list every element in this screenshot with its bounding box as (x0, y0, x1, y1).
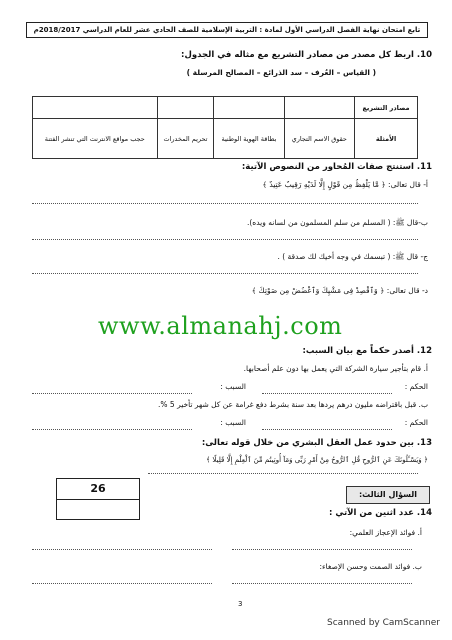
reason-label: السبب : (220, 382, 246, 391)
answer-line[interactable] (32, 582, 212, 584)
q11-b: ب-قال ﷺ: ( المسلم من سلم المسلمون من لسانه ويده). (247, 218, 428, 227)
judgment-answer-line[interactable] (262, 392, 392, 394)
watermark-text: www.almanahj.com (98, 312, 343, 340)
answer-line[interactable] (32, 272, 418, 274)
reason-answer-line[interactable] (32, 428, 192, 430)
score-value: 26 (90, 482, 106, 495)
q12-title: 12. أصدر حكماً مع بيان السبب: (302, 346, 432, 356)
section-three-label: السؤال الثالث: (346, 486, 430, 504)
example-cell: بطاقة الهوية الوطنية (214, 119, 284, 159)
answer-line[interactable] (148, 472, 418, 474)
q13-title: 13. بين حدود عمل العقل البشري من خلال قوله تعالى: (201, 438, 432, 448)
answer-line[interactable] (32, 548, 212, 550)
q14-a: أ. فوائد الإعجاز العلمي: (349, 528, 422, 537)
q12-b: ب. قبل باقتراضه مليون درهم يردها بعد سنة بشرط دفع غرامة عن كل شهر تأخير 5 %. (158, 400, 428, 409)
q11-c: ج- قال ﷺ: ( تبسمك في وجه أخيك لك صدقة ) . (277, 252, 428, 261)
example-cell: تحريم المخدرات (157, 119, 214, 159)
q10-title: 10. اربط كل مصدر من مصادر التشريع مع مثاله في الجدول: (181, 50, 432, 60)
source-cell-2 (214, 97, 284, 119)
answer-line[interactable] (32, 202, 418, 204)
page-number: 3 (238, 600, 243, 608)
q14-title: 14. عدد اثنين من الآتي : (329, 508, 432, 518)
answer-line[interactable] (32, 238, 418, 240)
q13-verse: ﴿ وَيَسْـَٔلُونَكَ عَنِ ٱلرُّوحِ قُلِ ٱلرُّوحُ مِنْ أَمْرِ رَبِّى وَمَآ أُوتِيتُم مِّنَ ٱلْعِلْمِ إِلَّا قَلِيلًا ﴾ (206, 456, 428, 464)
exam-page (18, 10, 436, 608)
score-box (56, 478, 140, 520)
q11-title: 11. استنتج صفات المُحاور من النصوص الآتية: (241, 162, 432, 172)
q14-b: ب. فوائد الصمت وحسن الإصغاء: (319, 562, 422, 571)
example-cell: حقوق الاسم التجاري (284, 119, 354, 159)
reason-label: السبب : (220, 418, 246, 427)
q10-table (32, 96, 418, 159)
source-cell-3 (157, 97, 214, 119)
source-cell-4 (33, 97, 158, 119)
reason-answer-line[interactable] (32, 392, 192, 394)
source-cell-1 (284, 97, 354, 119)
judgment-label: الحكم : (404, 382, 428, 391)
q10-options: ( القياس – العُرف – سد الذرائع – المصالح المرسلة ) (186, 68, 376, 77)
judgment-answer-line[interactable] (262, 428, 392, 430)
judgment-label: الحكم : (404, 418, 428, 427)
example-cell: حجب مواقع الانترنت التي تنشر الفتنة (33, 119, 158, 159)
answer-line[interactable] (232, 582, 412, 584)
q11-d: د- قال تعالى: ﴿ وَٱقْصِدْ فِى مَشْيِكَ وَٱغْضُضْ مِن صَوْتِكَ ﴾ (251, 286, 428, 295)
answer-line[interactable] (232, 548, 412, 550)
exam-header: تابع امتحان نهاية الفصل الدراسي الأول لمادة : التربية الإسلامية للصف الحادي عشر للعام الدراسي 2018/2017م (26, 22, 428, 38)
score-divider (57, 499, 139, 500)
examples-header: الأمثلة (355, 119, 418, 159)
q11-a: أ- قال تعالى: ﴿ مَّا يَلْفِظُ مِن قَوْلٍ إِلَّا لَدَيْهِ رَقِيبٌ عَتِيدٌ ﴾ (262, 180, 428, 189)
sources-header: مصادر التشريع (355, 97, 418, 119)
scanner-watermark: Scanned by CamScanner (327, 618, 440, 628)
q12-a: أ. قام بتأجير سيارة الشركة التي يعمل بها دون علم أصحابها. (243, 364, 428, 373)
